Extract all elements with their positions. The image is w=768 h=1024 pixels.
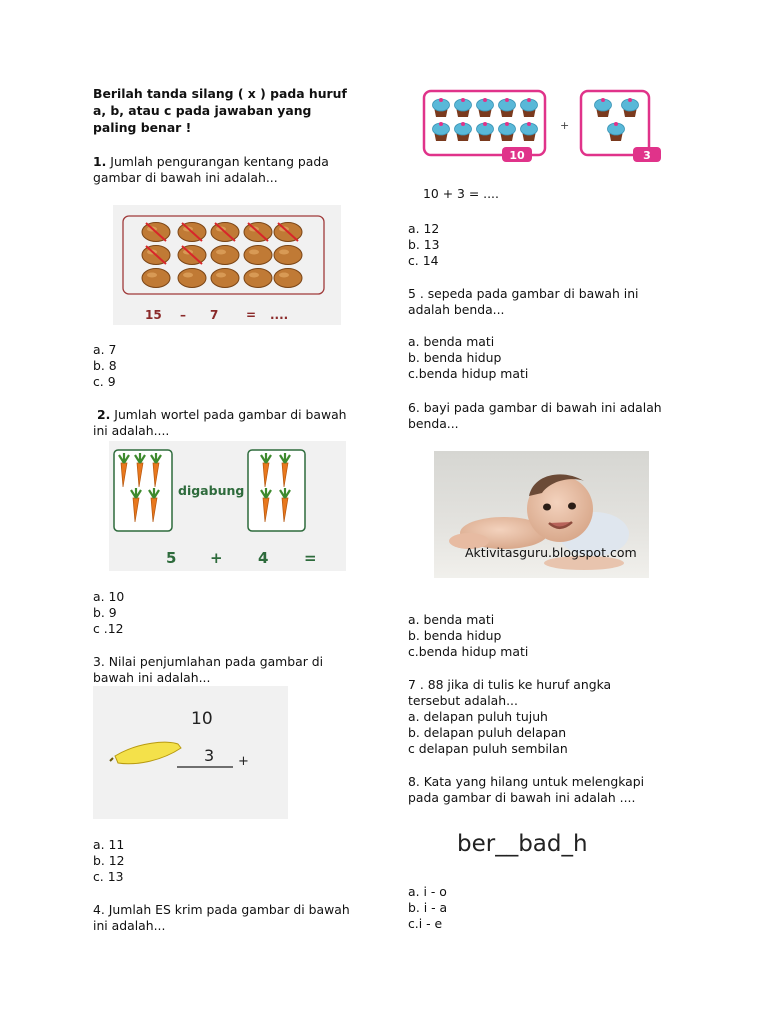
potato-icon — [178, 269, 206, 288]
q1-image-dots: .... — [270, 308, 289, 322]
q2-image-op: + — [210, 549, 223, 567]
q1-option-b[interactable]: b. 8 — [93, 358, 117, 373]
q3-image-op: + — [238, 754, 249, 769]
q4-text-line-2: ini adalah... — [93, 918, 166, 933]
q2-text: Jumlah wortel pada gambar di bawah — [114, 407, 347, 422]
q3-option-a[interactable]: a. 11 — [93, 837, 125, 852]
q4-left-count: 10 — [509, 149, 525, 162]
q1-potato-illustration — [113, 205, 341, 325]
q5-option-a[interactable]: a. benda mati — [408, 334, 495, 349]
q1-option-a[interactable]: a. 7 — [93, 342, 117, 357]
q5-option-c[interactable]: c.benda hidup mati — [408, 366, 529, 381]
q2-option-a[interactable]: a. 10 — [93, 589, 125, 604]
q4-plus: + — [560, 119, 570, 132]
q8-option-c[interactable]: c.i - e — [408, 916, 443, 931]
q3-option-b[interactable]: b. 12 — [93, 853, 125, 868]
q4-option-b[interactable]: b. 13 — [408, 237, 440, 252]
potato-icon — [274, 269, 302, 288]
banana-icon — [115, 742, 181, 764]
potato-icon — [142, 223, 170, 242]
potato-icon — [244, 223, 272, 242]
q1-image-op: – — [180, 308, 186, 322]
q8-text-line-1: 8. Kata yang hilang untuk melengkapi — [408, 774, 645, 789]
potato-icon — [244, 269, 272, 288]
q1-image-n1: 15 — [145, 308, 162, 322]
q2-image-n1: 5 — [166, 549, 177, 567]
q1-text-line-1 — [93, 154, 329, 170]
q1-image-n2: 7 — [210, 308, 219, 322]
q3-text-line-1: 3. Nilai penjumlahan pada gambar di — [93, 654, 324, 669]
q7-option-a[interactable]: a. delapan puluh tujuh — [408, 709, 548, 724]
q5-text-line-1: 5 . sepeda pada gambar di bawah ini — [408, 286, 639, 301]
q8-missing-word: ber__bad_h — [457, 831, 588, 857]
q7-text-line-1: 7 . 88 jika di tulis ke huruf angka — [408, 677, 612, 692]
q1-potato-image — [113, 205, 341, 325]
q4-cupcake-illustration — [418, 85, 668, 169]
potato-icon — [274, 246, 302, 265]
q4-icecream-image — [418, 85, 668, 169]
q8-option-a[interactable]: a. i - o — [408, 884, 447, 899]
q8-option-b[interactable]: b. i - a — [408, 900, 448, 915]
potato-icon — [142, 269, 170, 288]
q3-option-c[interactable]: c. 13 — [93, 869, 124, 884]
q2-number: 2. — [97, 407, 111, 422]
instruction-line-3: paling benar ! — [93, 120, 192, 135]
potato-icon — [142, 246, 170, 265]
q2-image-n2: 4 — [258, 549, 269, 567]
q3-banana-image — [93, 686, 288, 819]
q2-text-line-1 — [97, 407, 347, 423]
q4-right-count: 3 — [643, 149, 651, 162]
q2-carrot-image — [109, 441, 346, 571]
q6-baby-image — [434, 451, 649, 578]
q2-text-line-2: ini adalah.... — [93, 423, 170, 438]
q6-watermark: Aktivitasguru.blogspot.com — [465, 545, 637, 560]
q7-text-line-2: tersebut adalah... — [408, 693, 518, 708]
potato-icon — [211, 223, 239, 242]
q2-option-b[interactable]: b. 9 — [93, 605, 117, 620]
q1-text-line-2: gambar di bawah ini adalah... — [93, 170, 278, 185]
q4-equation: 10 + 3 = .... — [423, 186, 499, 201]
potato-icon — [178, 246, 206, 265]
q5-option-b[interactable]: b. benda hidup — [408, 350, 502, 365]
q1-image-eq: = — [246, 308, 257, 322]
q4-text-line-1: 4. Jumlah ES krim pada gambar di bawah — [93, 902, 350, 917]
q8-text-line-2: pada gambar di bawah ini adalah .... — [408, 790, 636, 805]
q3-banana-illustration — [93, 686, 288, 819]
q5-text-line-2: adalah benda... — [408, 302, 505, 317]
q4-option-a[interactable]: a. 12 — [408, 221, 440, 236]
q7-option-c[interactable]: c delapan puluh sembilan — [408, 741, 568, 756]
q2-carrot-illustration — [109, 441, 346, 571]
q6-text-line-2: benda... — [408, 416, 459, 431]
instruction-line-2: a, b, atau c pada jawaban yang — [93, 103, 312, 118]
potato-icon — [274, 223, 302, 242]
q3-image-top: 10 — [191, 709, 213, 729]
q1-number: 1. — [93, 154, 107, 169]
q2-option-c[interactable]: c .12 — [93, 621, 124, 636]
potato-icon — [211, 269, 239, 288]
baby-photo — [434, 451, 649, 578]
q4-option-c[interactable]: c. 14 — [408, 253, 439, 268]
q3-text-line-2: bawah ini adalah... — [93, 670, 211, 685]
potato-icon — [244, 246, 272, 265]
q6-option-b[interactable]: b. benda hidup — [408, 628, 502, 643]
q1-text: Jumlah pengurangan kentang pada — [110, 154, 329, 169]
q6-text-line-1: 6. bayi pada gambar di bawah ini adalah — [408, 400, 662, 415]
q2-image-eq: = — [304, 549, 317, 567]
q3-image-bottom: 3 — [204, 746, 215, 765]
q2-image-label: digabung — [178, 483, 245, 498]
q1-option-c[interactable]: c. 9 — [93, 374, 116, 389]
potato-icon — [211, 246, 239, 265]
q6-option-c[interactable]: c.benda hidup mati — [408, 644, 529, 659]
potato-icon — [178, 223, 206, 242]
instruction-line-1: Berilah tanda silang ( x ) pada huruf — [93, 86, 347, 101]
q7-option-b[interactable]: b. delapan puluh delapan — [408, 725, 567, 740]
q6-option-a[interactable]: a. benda mati — [408, 612, 495, 627]
